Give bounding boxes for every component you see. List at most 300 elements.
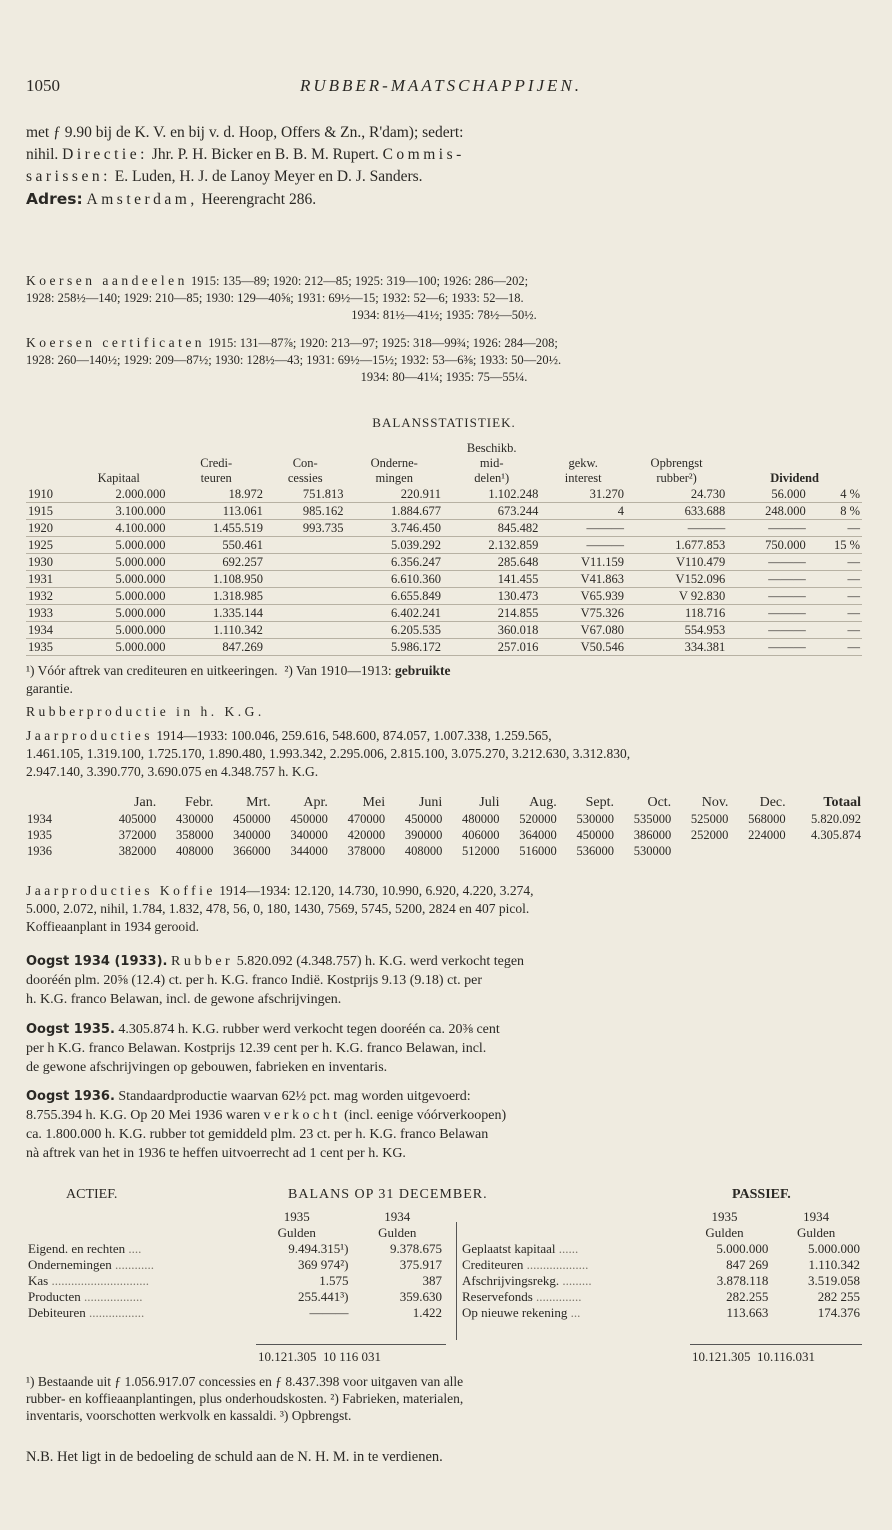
year-cell: 1936 (27, 844, 52, 858)
middelen-cell: 130.473 (443, 588, 540, 605)
month-header: Mei (362, 795, 386, 810)
passief-label-text: Geplaatst kapitaal (462, 1241, 556, 1256)
interest-cell: V67.080 (540, 622, 626, 639)
dividend-cell: ——— (727, 639, 808, 656)
directie-names: Jhr. P. H. Bicker en B. B. M. Rupert. (147, 146, 379, 163)
middelen-cell: 2.132.859 (443, 537, 540, 554)
table-row (26, 588, 862, 605)
koersen-aandeelen-line-2: 1928: 258½—140; 1929: 210—85; 1930: 129—40⅝; 1931: 69½—15; 1932: 52—6; 1933: 52—18. (26, 291, 524, 305)
directie-label: Directie: (62, 146, 148, 163)
concessies-cell (265, 571, 346, 588)
crediteuren-cell: 113.061 (167, 503, 264, 520)
balans-divider (456, 1222, 457, 1340)
commissarissen-label-a: Commis- (382, 146, 465, 163)
commissarissen-names: E. Luden, H. J. de Lanoy Meyer en D. J. Sanders. (110, 168, 423, 185)
concessies-cell (265, 639, 346, 656)
oogst-1934-line-1 (26, 952, 862, 971)
month-value: 568000 (748, 812, 786, 826)
month-value: 358000 (175, 828, 214, 842)
footnote-2-bold: gebruikte (395, 663, 451, 678)
oogst-1934 (26, 952, 862, 1009)
dividend-cell: 56.000 (727, 486, 808, 503)
actief-label (26, 1305, 243, 1321)
kapitaal-cell: 5.000.000 (70, 554, 167, 571)
table-row (26, 571, 862, 588)
passief-label-text: Reservefonds (462, 1289, 533, 1304)
actief-label-text: Debiteuren (28, 1305, 86, 1320)
balansstatistiek-title: BALANSSTATISTIEK. (372, 415, 516, 430)
passief-year-1935: 1935 (711, 1209, 738, 1224)
opbrengst-cell: V152.096 (626, 571, 727, 588)
kapitaal-cell: 5.000.000 (70, 588, 167, 605)
passief-label-text: Op nieuwe rekening (462, 1305, 568, 1320)
middelen-cell: 141.455 (443, 571, 540, 588)
koffie-line-2: 5.000, 2.072, nihil, 1.784, 1.832, 478, 56, 0, 180, 1430, 7569, 5745, 5200, 2824 en 407 picol. (26, 901, 530, 916)
passief-label (460, 1241, 679, 1257)
head-ondernemingen-2: mingen (375, 471, 413, 485)
middelen-cell: 285.648 (443, 554, 540, 571)
actief-leader-dots: .................. (83, 1289, 143, 1304)
intro-line-3 (26, 166, 862, 188)
rubberproductie (26, 703, 862, 781)
kapitaal-cell: 5.000.000 (70, 571, 167, 588)
actief-year-1935: 1935 (283, 1209, 310, 1224)
koersen-certificaten-line-3: 1934: 80—41¼; 1935: 75—55¼. (360, 370, 528, 384)
opbrengst-cell: 334.381 (626, 639, 727, 656)
table-row (26, 554, 862, 571)
month-value: 408000 (404, 844, 443, 858)
month-value: 382000 (118, 844, 157, 858)
jaarproducties-text-1: 1914—1933: 100.046, 259.616, 548.600, 874.057, 1.007.338, 1.259.565, (152, 728, 552, 743)
month-value: 366000 (233, 844, 271, 858)
dividend-pct-cell: 4 % (808, 486, 862, 503)
month-value: 405000 (118, 812, 157, 826)
year-cell: 1934 (27, 812, 52, 826)
table-row (26, 1241, 444, 1257)
passief-value-1935: 3.878.118 (716, 1273, 769, 1288)
opbrengst-cell: 24.730 (626, 486, 727, 503)
kapitaal-cell: 5.000.000 (70, 537, 167, 554)
middelen-cell: 1.102.248 (443, 486, 540, 503)
footnote-2: ²) Van 1910—1913: (284, 663, 392, 678)
footnote-line-2: garantie. (26, 681, 73, 696)
ondernemingen-cell: 6.205.535 (345, 622, 442, 639)
table-row (26, 503, 862, 520)
actief-value-1934: 387 (422, 1273, 442, 1288)
oogst-1935-label: Oogst 1935. (26, 1022, 115, 1037)
footnote-1: ¹) Vóór aftrek van crediteuren en uitkeeringen. (26, 663, 278, 678)
year-cell: 1935 (26, 639, 70, 656)
passief-leader-dots: ... (570, 1305, 581, 1320)
month-value: 408000 (175, 844, 214, 858)
passief-totals (692, 1349, 815, 1365)
middelen-cell: 360.018 (443, 622, 540, 639)
koffie-productie (26, 882, 862, 936)
dividend-cell: ——— (727, 622, 808, 639)
opbrengst-cell: 633.688 (626, 503, 727, 520)
adres-street: Heerengracht 286. (197, 191, 317, 208)
intro-line-2 (26, 144, 862, 166)
year-cell: 1925 (26, 537, 70, 554)
commissarissen-label-b: sarissen: (26, 168, 111, 185)
month-header: Apr. (303, 795, 328, 810)
nb-note (26, 1446, 862, 1468)
passief-label-text: Afschrijvingsrekg. (462, 1273, 560, 1288)
month-value: 535000 (633, 812, 672, 826)
month-value: 364000 (519, 828, 557, 842)
ondernemingen-cell: 6.655.849 (345, 588, 442, 605)
rubberproductie-heading (26, 703, 862, 721)
oogst-1934-text-1: 5.820.092 (4.348.757) h. K.G. werd verkocht tegen (233, 954, 525, 969)
month-value: 5.820.092 (811, 812, 861, 826)
head-kapitaal: Kapitaal (97, 471, 140, 485)
actief-leader-dots: ............ (115, 1257, 155, 1272)
passief-label-text: Crediteuren (462, 1257, 524, 1272)
table-row (460, 1289, 862, 1305)
balans-header (26, 1187, 862, 1209)
balansstatistiek-table (26, 441, 862, 656)
crediteuren-cell: 692.257 (167, 554, 264, 571)
actief-value-1934: 375.917 (399, 1257, 442, 1272)
year-cell: 1915 (26, 503, 70, 520)
oogst-1936-line-4: nà aftrek van het in 1936 te heffen uitvoerrecht ad 1 cent per h. KG. (26, 1146, 406, 1161)
balans-title: BALANS OP 31 DECEMBER. (288, 1187, 488, 1202)
interest-cell: 4 (540, 503, 626, 520)
month-value (787, 843, 862, 859)
month-value: 386000 (633, 828, 672, 842)
month-header: Dec. (759, 795, 786, 810)
interest-cell: V41.863 (540, 571, 626, 588)
oogst-1934-line-2: dooréén plm. 20⅝ (12.4) ct. per h. K.G. franco Indië. Kostprijs 9.13 (9.18) ct. per (26, 973, 483, 988)
actief-value-1935: 255.441³) (297, 1289, 349, 1304)
month-value: 516000 (519, 844, 557, 858)
crediteuren-cell: 847.269 (167, 639, 264, 656)
month-value: 480000 (462, 812, 500, 826)
oogst-1935-line-2: per h K.G. franco Belawan. Kostprijs 12.39 cent per h. K.G. franco Belawan, incl. (26, 1041, 487, 1056)
middelen-cell: 845.482 (443, 520, 540, 537)
koersen-aandeelen-line-1 (26, 272, 862, 290)
koffie-label: Jaarproducties Koffie (26, 883, 216, 898)
month-value: 450000 (233, 812, 271, 826)
month-value: 340000 (290, 828, 328, 842)
month-value: 406000 (462, 828, 500, 842)
intro-line-1: met ƒ 9.90 bij de K. V. en bij v. d. Hoop, Offers & Zn., R'dam); sedert: (26, 124, 464, 141)
actief-total-rule (256, 1344, 446, 1345)
kapitaal-cell: 3.100.000 (70, 503, 167, 520)
month-value: 450000 (576, 828, 614, 842)
kapitaal-cell: 4.100.000 (70, 520, 167, 537)
table-row (26, 605, 862, 622)
passief-value-1934: 282 255 (817, 1289, 860, 1304)
month-value: 340000 (233, 828, 271, 842)
table-row (26, 811, 862, 827)
koersen-aandeelen-label: Koersen aandeelen (26, 273, 188, 288)
oogst-1936-line-1 (26, 1087, 862, 1106)
table-row (26, 1273, 444, 1289)
table-row (26, 486, 862, 503)
month-value: 252000 (690, 828, 729, 842)
passief-table (460, 1209, 862, 1321)
month-header: Mrt. (246, 795, 271, 810)
ondernemingen-cell: 3.746.450 (345, 520, 442, 537)
dividend-pct-cell: 15 % (808, 537, 862, 554)
ondernemingen-cell: 6.356.247 (345, 554, 442, 571)
actief-total-1934: 10 116 031 (323, 1349, 382, 1364)
table-row (26, 622, 862, 639)
jaarproducties-label: Jaarproducties (26, 728, 153, 743)
actief-unit-1934: Gulden (378, 1225, 417, 1240)
actief-label: ACTIEF. (66, 1187, 118, 1202)
intro-line-4 (26, 188, 862, 211)
passief-value-1935: 113.663 (726, 1305, 769, 1320)
opbrengst-cell: 118.716 (626, 605, 727, 622)
month-value: 420000 (347, 828, 386, 842)
head-beschikb-1: Beschikb. (466, 441, 517, 455)
passief-value-1935: 5.000.000 (716, 1241, 769, 1256)
year-cell: 1932 (26, 588, 70, 605)
middelen-cell: 257.016 (443, 639, 540, 656)
koersen-certificaten (26, 334, 862, 386)
month-value: 378000 (347, 844, 386, 858)
koersen-aandeelen-text-1: 1915: 135—89; 1920: 212—85; 1925: 319—100; 1926: 286—202; (190, 274, 529, 288)
passief-unit-1935: Gulden (705, 1225, 744, 1240)
month-value: 224000 (748, 828, 786, 842)
actief-table (26, 1209, 444, 1321)
interest-cell: V65.939 (540, 588, 626, 605)
concessies-cell: 751.813 (265, 486, 346, 503)
month-value: 525000 (690, 812, 729, 826)
passief-total-1934: 10.116.031 (757, 1349, 816, 1364)
month-header: Aug. (529, 795, 557, 810)
crediteuren-cell: 18.972 (167, 486, 264, 503)
actief-year-1934: 1934 (384, 1209, 411, 1224)
month-header: Jan. (134, 795, 157, 810)
month-header: Sept. (585, 795, 614, 810)
month-value: 530000 (633, 844, 672, 858)
passief-value-1934: 3.519.058 (808, 1273, 860, 1288)
passief-leader-dots: .............. (536, 1289, 582, 1304)
actief-label-text: Kas (28, 1273, 49, 1288)
actief-label (26, 1241, 243, 1257)
month-value: 4.305.874 (811, 828, 861, 842)
concessies-cell (265, 554, 346, 571)
koersen-certificaten-text-1: 1915: 131—87⅞; 1920: 213—97; 1925: 318—99¾; 1926: 284—208; (208, 336, 558, 350)
balans-sheet (26, 1187, 862, 1320)
table-row (26, 1257, 444, 1273)
actief-total-1935: 10.121.305 (258, 1349, 317, 1364)
table-row (26, 520, 862, 537)
head-beschikb-3: delen¹) (474, 471, 510, 485)
balans-footnote-line-1: ¹) Bestaande uit ƒ 1.056.917.07 concessies en ƒ 8.437.398 voor uitgaven van alle (26, 1374, 464, 1389)
crediteuren-cell: 1.455.519 (167, 520, 264, 537)
concessies-cell (265, 588, 346, 605)
month-value: 530000 (576, 812, 614, 826)
month-value: 372000 (118, 828, 157, 842)
month-header: Totaal (823, 795, 861, 810)
month-header: Nov. (701, 795, 729, 810)
table-row (460, 1305, 862, 1321)
crediteuren-cell: 550.461 (167, 537, 264, 554)
balansstatistiek-footnotes (26, 662, 862, 698)
middelen-cell: 214.855 (443, 605, 540, 622)
oogst-1936-label: Oogst 1936. (26, 1089, 115, 1104)
passief-label (460, 1273, 679, 1289)
actief-value-1935: 369 974²) (297, 1257, 349, 1272)
passief-year-1934: 1934 (803, 1209, 830, 1224)
middelen-cell: 673.244 (443, 503, 540, 520)
monthly-production (26, 795, 862, 859)
actief-label (26, 1289, 243, 1305)
actief-value-1935: ——— (309, 1305, 349, 1320)
head-opbrengst-1: Opbrengst (650, 456, 703, 470)
jaarproducties-line-1 (26, 727, 862, 745)
nb-text: N.B. Het ligt in de bedoeling de schuld aan de N. H. M. in te verdienen. (26, 1449, 443, 1465)
table-row (26, 1289, 444, 1305)
head-opbrengst-2: rubber²) (656, 471, 697, 485)
month-value: 450000 (404, 812, 443, 826)
koersen-aandeelen (26, 272, 862, 324)
opbrengst-cell: V110.479 (626, 554, 727, 571)
adres-label: Adres: (26, 190, 83, 208)
oogst-1936-verkocht: verkocht (263, 1108, 341, 1123)
dividend-pct-cell: — (808, 554, 862, 571)
opbrengst-cell: V 92.830 (626, 588, 727, 605)
kapitaal-cell: 2.000.000 (70, 486, 167, 503)
dividend-pct-cell: — (808, 588, 862, 605)
oogst-1935-text-1: 4.305.874 h. K.G. rubber werd verkocht tegen dooréén ca. 20⅜ cent (114, 1022, 500, 1037)
dividend-cell: 750.000 (727, 537, 808, 554)
month-header: Juli (479, 795, 500, 810)
passief-label (460, 1305, 679, 1321)
actief-label-text: Ondernemingen (28, 1257, 112, 1272)
concessies-cell (265, 622, 346, 639)
kapitaal-cell: 5.000.000 (70, 639, 167, 656)
month-value (729, 843, 786, 859)
table-row (26, 827, 862, 843)
passief-unit-1934: Gulden (797, 1225, 836, 1240)
passief-total-1935: 10.121.305 (692, 1349, 751, 1364)
footnote-line-1 (26, 662, 862, 680)
actief-value-1934: 9.378.675 (390, 1241, 442, 1256)
month-value: 430000 (175, 812, 214, 826)
intro-nihil: nihil. (26, 146, 59, 163)
ondernemingen-cell: 5.986.172 (345, 639, 442, 656)
passief-leader-dots: ................... (526, 1257, 589, 1272)
balansstatistiek (26, 415, 862, 698)
year-cell: 1931 (26, 571, 70, 588)
koersen-certificaten-line-2: 1928: 260—140½; 1929: 209—87½; 1930: 128½—43; 1931: 69½—15½; 1932: 53—6⅜; 1933: 50—20½. (26, 353, 562, 367)
concessies-cell (265, 537, 346, 554)
year-cell: 1930 (26, 554, 70, 571)
koersen-certificaten-line-1 (26, 334, 862, 352)
table-row (26, 1305, 444, 1321)
koffie-line-3: Koffieaanplant in 1934 gerooid. (26, 919, 199, 934)
adres-city: Amsterdam, (86, 191, 198, 208)
table-row (26, 537, 862, 554)
dividend-cell: ——— (727, 605, 808, 622)
dividend-pct-cell: — (808, 605, 862, 622)
head-interest-2: interest (564, 471, 602, 485)
passief-value-1934: 5.000.000 (808, 1241, 860, 1256)
oogst-1936 (26, 1087, 862, 1163)
ondernemingen-cell: 6.610.360 (345, 571, 442, 588)
year-cell: 1920 (26, 520, 70, 537)
dividend-cell: 248.000 (727, 503, 808, 520)
jaarproducties-line-2: 1.461.105, 1.319.100, 1.725.170, 1.890.480, 1.993.342, 2.295.006, 2.815.100, 3.075.270, 3.212.630, 3.312.830, (26, 746, 631, 761)
passief-value-1935: 847 269 (726, 1257, 769, 1272)
actief-label (26, 1257, 243, 1273)
actief-leader-dots: .............................. (51, 1273, 149, 1288)
page-number: 1050 (26, 76, 60, 95)
dividend-pct-cell: — (808, 520, 862, 537)
oogst-1936-text-1: Standaardproductie waarvan 62½ pct. mag worden uitgevoerd: (114, 1089, 471, 1104)
actief-value-1934: 359.630 (399, 1289, 442, 1304)
table-row (460, 1257, 862, 1273)
month-value: 512000 (462, 844, 500, 858)
dividend-pct-cell: 8 % (808, 503, 862, 520)
actief-value-1934: 1.422 (412, 1305, 442, 1320)
ondernemingen-cell: 5.039.292 (345, 537, 442, 554)
concessies-cell: 993.735 (265, 520, 346, 537)
actief-label-text: Producten (28, 1289, 81, 1304)
year-cell: 1910 (26, 486, 70, 503)
head-crediteuren-1: Credi- (200, 456, 233, 470)
oogst-1936-text-2a: 8.755.394 h. K.G. Op 20 Mei 1936 waren (26, 1108, 261, 1123)
kapitaal-cell: 5.000.000 (70, 622, 167, 639)
interest-cell: V50.546 (540, 639, 626, 656)
oogst-1934-label: Oogst 1934 (1933). (26, 954, 168, 969)
running-title: RUBBER-MAATSCHAPPIJEN. (299, 76, 583, 95)
opbrengst-cell: 1.677.853 (626, 537, 727, 554)
balans-actief (26, 1209, 444, 1321)
month-value: 520000 (519, 812, 557, 826)
head-dividend: Dividend (770, 471, 819, 485)
interest-cell: ——— (540, 537, 626, 554)
year-cell: 1934 (26, 622, 70, 639)
dividend-cell: ——— (727, 588, 808, 605)
opbrengst-cell: ——— (626, 520, 727, 537)
dividend-pct-cell: — (808, 622, 862, 639)
actief-leader-dots: ................. (89, 1305, 145, 1320)
actief-leader-dots: .... (128, 1241, 142, 1256)
head-concessies-1: Con- (292, 456, 318, 470)
dividend-pct-cell: — (808, 571, 862, 588)
interest-cell: V11.159 (540, 554, 626, 571)
actief-value-1935: 1.575 (319, 1273, 349, 1288)
passief-value-1934: 1.110.342 (808, 1257, 860, 1272)
month-value: 390000 (404, 828, 443, 842)
head-crediteuren-2: teuren (200, 471, 232, 485)
running-header (26, 76, 856, 100)
actief-value-1935: 9.494.315¹) (288, 1241, 349, 1256)
dividend-pct-cell: — (808, 639, 862, 656)
concessies-cell (265, 605, 346, 622)
month-header: Juni (418, 795, 443, 810)
actief-label-text: Eigend. en rechten (28, 1241, 126, 1256)
rubberproductie-unit: in h. K.G. (169, 704, 265, 719)
passief-label: PASSIEF. (732, 1187, 791, 1202)
table-row (460, 1241, 862, 1257)
passief-value-1934: 174.376 (817, 1305, 860, 1320)
interest-cell: ——— (540, 520, 626, 537)
kapitaal-cell: 5.000.000 (70, 605, 167, 622)
head-interest-1: gekw. (568, 456, 598, 470)
monthly-production-table (26, 795, 862, 859)
oogst-1935-line-3: de gewone afschrijvingen op gebouwen, fabrieken en inventaris. (26, 1060, 388, 1075)
head-ondernemingen-1: Onderne- (370, 456, 418, 470)
month-header: Oct. (647, 795, 672, 810)
koffie-text-1: 1914—1934: 12.120, 14.730, 10.990, 6.920, 4.220, 3.274, (215, 883, 534, 898)
